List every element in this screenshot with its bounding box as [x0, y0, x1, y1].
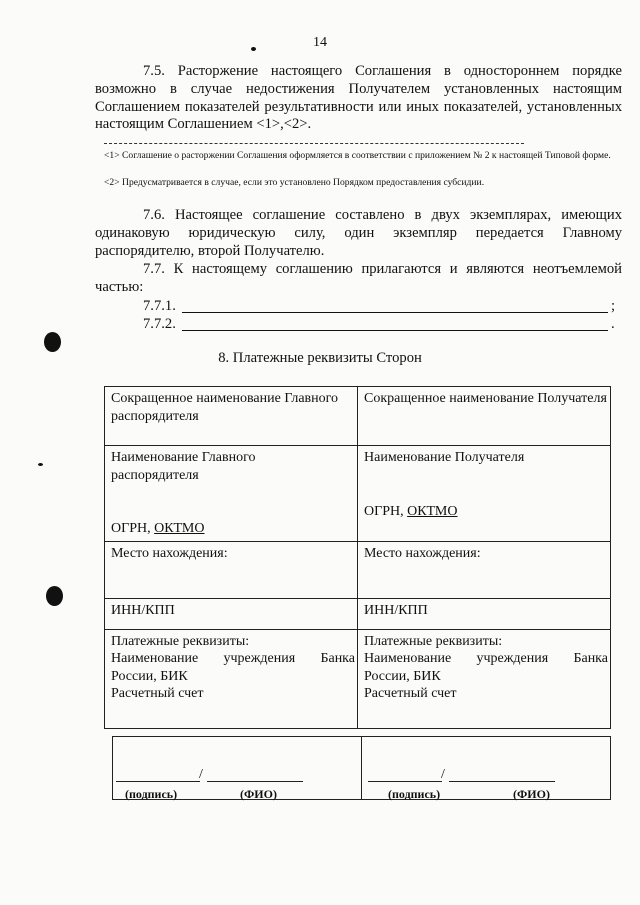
left-ogrn-label: ОГРН,: [111, 521, 155, 536]
right-sign-label: (подпись): [388, 787, 441, 801]
left-signature-slash: /: [199, 767, 203, 782]
left-oktmo-label: ОКТМО: [154, 521, 205, 536]
left-name-line[interactable]: [207, 781, 303, 782]
right-name-line[interactable]: [449, 781, 555, 782]
signature-row: [113, 737, 611, 800]
right-inn-kpp-cell: [358, 598, 611, 629]
scan-dot: [38, 463, 43, 466]
left-ogrn-oktmo: [111, 520, 355, 538]
left-account: Расчетный счет: [111, 686, 204, 701]
left-name: Наименование Главного распорядителя: [111, 450, 256, 483]
right-account: Расчетный счет: [364, 686, 457, 701]
right-payment-title: Платежные реквизиты:: [364, 633, 503, 649]
item-7-7-2-label: 7.7.2.: [143, 316, 176, 332]
table-row: [105, 387, 611, 446]
item-7-7-2-end: .: [611, 316, 615, 332]
page-number: 14: [313, 35, 327, 50]
clause-7-6-text: 7.6. Настоящее соглашение составлено в двух экземплярах, имеющих одинаковую юридическую силу, один экземпляр передается Главному распорядителю, второй Получателю.: [95, 207, 622, 259]
table-row: [105, 541, 611, 598]
table-row: [105, 629, 611, 728]
right-name: Наименование Получателя: [364, 450, 525, 465]
left-name-cell: [105, 446, 358, 542]
hole-punch-mark: [46, 586, 63, 606]
right-signature-slash: /: [441, 767, 445, 782]
left-sign-label: (подпись): [125, 787, 178, 801]
item-7-7-2-blank[interactable]: [182, 314, 608, 331]
clause-7-7-text: 7.7. К настоящему соглашению прилагаются и являются неотъемлемой частью:: [95, 261, 622, 295]
right-signature-line[interactable]: [368, 781, 442, 782]
footnote-separator: [104, 143, 524, 144]
left-payment-cell: [105, 629, 358, 728]
item-7-7-1-label: 7.7.1.: [143, 298, 176, 314]
signature-table: [112, 736, 611, 800]
left-inn-kpp-cell: [105, 598, 358, 629]
right-location-cell: [358, 541, 611, 598]
right-fio-label: (ФИО): [513, 787, 550, 801]
clause-7-6: [95, 207, 622, 260]
footnote-1: <1> Соглашение о расторжении Соглашения оформляется в соответствии с приложением № 2 к настоящей Типовой форме.: [104, 150, 611, 161]
right-bank-name: Наименование учреждения Банка России, БИК: [364, 651, 608, 684]
left-payment-title: Платежные реквизиты:: [111, 633, 250, 649]
left-location-cell: [105, 541, 358, 598]
table-row: [105, 446, 611, 542]
right-signature-cell: [362, 737, 611, 800]
left-signature-cell: [113, 737, 362, 800]
left-signature-line[interactable]: [116, 781, 200, 782]
clause-7-5-text: 7.5. Расторжение настоящего Соглашения в одностороннем порядке возможно в случае недостижения Получателем установленных настоящим Соглашением показателей результативности или иных показателей, установленных настоящим Соглашением <1>,<2>.: [95, 63, 622, 133]
right-inn-kpp: ИНН/КПП: [364, 602, 428, 618]
left-short-name: Сокращенное наименование Главного распорядителя: [111, 391, 339, 424]
payment-details-table: [104, 386, 611, 729]
right-ogrn-oktmo: [364, 503, 608, 521]
right-location: Место нахождения:: [364, 545, 481, 561]
hole-punch-mark: [44, 332, 61, 352]
left-bank-name: Наименование учреждения Банка России, БИК: [111, 651, 355, 684]
right-short-name-cell: [358, 387, 611, 446]
right-oktmo-label: ОКТМО: [407, 503, 458, 519]
right-short-name: Сокращенное наименование Получателя: [364, 391, 607, 406]
right-payment-cell: [358, 629, 611, 728]
clause-7-5: [95, 63, 622, 134]
table-row: [105, 598, 611, 629]
item-7-7-1-end: ;: [611, 298, 616, 314]
item-7-7-1-blank[interactable]: [182, 296, 608, 313]
right-name-cell: [358, 446, 611, 542]
footnote-2: <2> Предусматривается в случае, если это установлено Порядком предоставления субсидии.: [104, 177, 485, 188]
left-inn-kpp: ИНН/КПП: [111, 602, 175, 618]
section-8-title: 8. Платежные реквизиты Сторон: [218, 350, 422, 366]
left-fio-label: (ФИО): [240, 787, 277, 801]
left-short-name-cell: [105, 387, 358, 446]
clause-7-7: [95, 261, 622, 297]
right-ogrn-label: ОГРН,: [364, 503, 408, 519]
left-location: Место нахождения:: [111, 545, 228, 561]
